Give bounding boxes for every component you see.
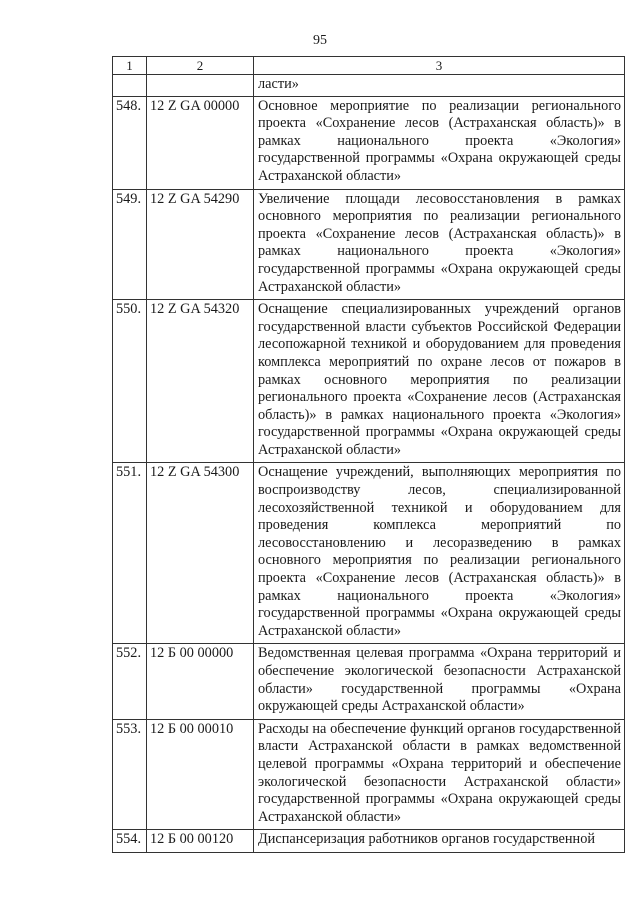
column-header-3: 3 [254,57,625,75]
row-code: 12 Б 00 00120 [147,830,254,853]
row-code: 12 Б 00 00010 [147,719,254,830]
table-row [113,830,625,853]
row-description: Увеличение площади лесовосстановления в рамках основного мероприятия по реализации регионального проекта «Сохранение лесов (Астраханская область)» в рамках национального проекта «Экология» государственной программы «Охрана окружающей среды Астраханской области» [254,189,625,300]
column-header-2: 2 [147,57,254,75]
row-code: 12 Z GA 54300 [147,463,254,644]
row-number: 552. [113,644,147,719]
continuation-code-cell [147,75,254,97]
row-number: 550. [113,300,147,463]
table-row [113,463,625,644]
column-header-1: 1 [113,57,147,75]
row-description: Ведомственная целевая программа «Охрана территорий и обеспечение экологической безопасности Астраханской области» государственной программы «Охрана окружающей среды Астраханской области» [254,644,625,719]
row-description: Оснащение учреждений, выполняющих мероприятия по воспроизводству лесов, специализированной лесохозяйственной техникой и оборудованием для проведения комплекса мероприятий по лесовосстановлению и лесоразведению в рамках основного мероприятия по реализации регионального проекта «Сохранение лесов (Астраханская область)» в рамках национального проекта «Экология» государственной программы «Охрана окружающей среды Астраханской области» [254,463,625,644]
table-row [113,189,625,300]
row-number: 553. [113,719,147,830]
row-code: 12 Б 00 00000 [147,644,254,719]
table-row [113,719,625,830]
row-number: 554. [113,830,147,853]
row-description: Диспансеризация работников органов государственной [254,830,625,853]
table-header-row [113,57,625,75]
table-row [113,300,625,463]
row-code: 12 Z GA 00000 [147,96,254,189]
table-row [113,96,625,189]
table-row [113,644,625,719]
row-code: 12 Z GA 54290 [147,189,254,300]
budget-classification-table [112,56,625,853]
row-code: 12 Z GA 54320 [147,300,254,463]
row-description: Оснащение специализированных учреждений органов государственной власти субъектов Российской Федерации лесопожарной техникой и оборудованием для проведения комплекса мероприятий по охране лесов от пожаров в рамках основного мероприятия по реализации регионального проекта «Сохранение лесов (Астраханская область)» в рамках национального проекта «Экология» государственной программы «Охрана окружающей среды Астраханской области» [254,300,625,463]
row-number: 549. [113,189,147,300]
page-number: 95 [313,33,327,48]
row-number: 548. [113,96,147,189]
row-description: Расходы на обеспечение функций органов государственной власти Астраханской области в рамках ведомственной целевой программы «Охрана территорий и обеспечение экологической безопасности Астраханской области» государственной программы «Охрана окружающей среды Астраханской области» [254,719,625,830]
row-number: 551. [113,463,147,644]
row-description: Основное мероприятие по реализации регионального проекта «Сохранение лесов (Астраханская область)» в рамках национального проекта «Экология» государственной программы «Охрана окружающей среды Астраханской области» [254,96,625,189]
continuation-num-cell [113,75,147,97]
continuation-text: ласти» [254,75,625,97]
continuation-row [113,75,625,97]
